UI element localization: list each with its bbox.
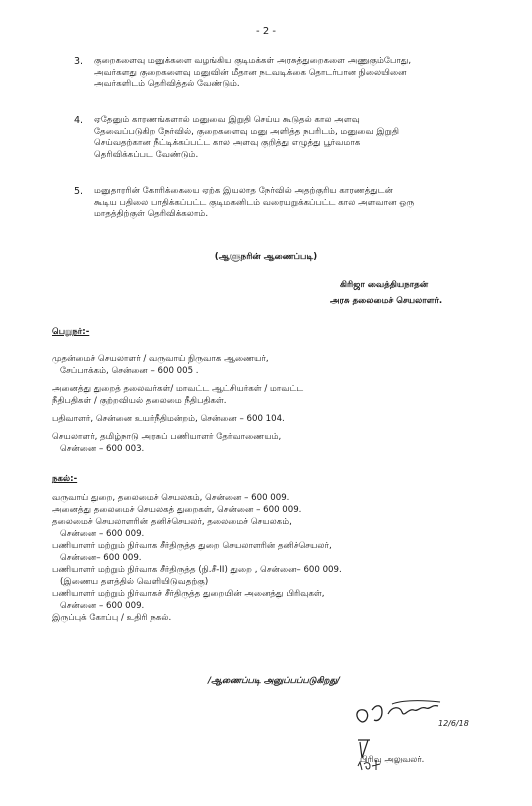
paragraph-line: அவர்களிடம் தெரிவித்தல் வேண்டும்.	[94, 79, 240, 89]
list-item: சென்னை– 600 009.	[60, 553, 142, 563]
list-item: சென்னை – 600 003.	[60, 444, 145, 454]
list-item: தலைமைச் செயலாளரின் தனிச்செயலர், தலைமைச் செயலகம்,	[52, 517, 292, 527]
list-item: பணியாளர் மற்றும் நிர்வாக சீர்திருத்த (நி.சீ-II) துறை , சென்னை– 600 009.	[52, 565, 342, 575]
item-number: 5.	[74, 186, 84, 197]
paragraph-line: தெரிவிக்கப்பட வேண்டும்.	[94, 149, 199, 160]
paragraph-line: மனுதாரரின் கோரிக்கையை ஏற்க இயலாத நேர்வில் அதற்குரிய காரணத்துடன்	[94, 186, 393, 196]
recipients-list	[52, 353, 492, 455]
item-number: 3.	[74, 56, 84, 67]
paragraph-line: ஏதேனும் காரணங்களால் மனுவை இறுதி செய்ய கூடுதல் கால அளவு	[94, 115, 360, 125]
list-item: இருப்புக் கோப்பு / உதிரி நகல்.	[52, 613, 172, 623]
list-item: அனைத்து தலைமைச் செயலகத் துறைகள், சென்னை – 600 009.	[52, 505, 302, 515]
list-item: வருவாய் துறை, தலைமைச் செயலகம், சென்னை – 600 009.	[52, 493, 290, 503]
list-item: சென்னை – 600 009.	[60, 601, 145, 611]
paragraph-line: தேவைப்படுகிற நேர்வில், குறைகளைவு மனு அளித்த நபரிடம், மனுவை இறுதி	[94, 126, 399, 137]
paragraph-line: மாதத்திற்குள் தெரிவிக்கலாம்.	[94, 209, 209, 219]
recipients-heading: பெறுநர்:-	[52, 327, 90, 337]
paragraph-line: கூடிய பதிலை பாதிக்கப்பட்ட குடிமகனிடம் வரையறுக்கப்பட்ட கால அளவான ஒரு	[94, 197, 415, 208]
list-item: (இணைய தளத்தில் வெளியிடுவதற்கு)	[60, 577, 209, 587]
handwritten-date: 12/6/18	[438, 719, 469, 728]
copy-to-list	[52, 492, 492, 624]
list-item: சேப்பாக்கம், சென்னை – 600 005 .	[60, 366, 199, 376]
list-item: பணியாளர் மற்றும் நிர்வாகச் சீர்திருத்த துறையின் அனைத்து பிரிவுகள்,	[52, 589, 325, 599]
list-item: அனைத்து துறைத் தலைவர்கள்/ மாவட்ட ஆட்சியர்கள் / மாவட்ட	[52, 384, 304, 394]
item-number: 4.	[74, 115, 84, 126]
section-officer-label: பிரிவு அலுவலர்.	[360, 754, 425, 764]
list-item: பணியாளர் மற்றும் நிர்வாக சீர்திருத்த துறை செயலாளரின் தனிச்செயலர்,	[52, 541, 332, 551]
signatory-name: கிரிஜா வைத்தியநாதன்	[340, 280, 429, 290]
list-item: சென்னை – 600 009.	[60, 529, 145, 539]
paragraph-item-5	[74, 186, 484, 221]
list-item: செயலாளர், தமிழ்நாடு அரசுப் பணியாளர் தேர்வாணையம்,	[52, 432, 282, 442]
list-item: முதன்மைச் செயலாளர் / வருவாய் நிருவாக ஆணையர்,	[52, 354, 269, 364]
paragraph-line: செய்வதற்கான நீட்டிக்கப்பட்ட கால அளவு குறித்து எழுத்து பூர்வமாக	[94, 138, 361, 148]
signatory-designation: அரசு தலைமைச் செயலாளர்.	[330, 296, 443, 306]
list-item: நீதிபதிகள் / குற்றவியல் தலைமை நீதிபதிகள்.	[52, 396, 227, 406]
order-line: (ஆளுநரின் ஆணைப்படி)	[214, 252, 318, 262]
paragraph-item-4	[74, 115, 484, 161]
paragraph-line: குறைகளைவு மனுக்களை வழங்கிய குடிமக்கள் அரசுத்துறைகளை அணுகும்போது,	[94, 56, 412, 66]
paragraph-item-3	[74, 56, 484, 91]
page-number: - 2 -	[256, 26, 276, 37]
forwarded-line: /ஆணைப்படி அனுப்பப்படுகிறது/	[208, 676, 340, 686]
list-item: பதிவாளர், சென்னை உயர்நீதிமன்றம், சென்னை – 600 104.	[52, 414, 285, 424]
copy-to-heading: நகல்:-	[52, 474, 78, 484]
paragraph-line: அவர்களது குறைகளைவு மனுவின் மீதான நடவடிக்கை தொடர்பான நிலையினை	[94, 67, 407, 78]
